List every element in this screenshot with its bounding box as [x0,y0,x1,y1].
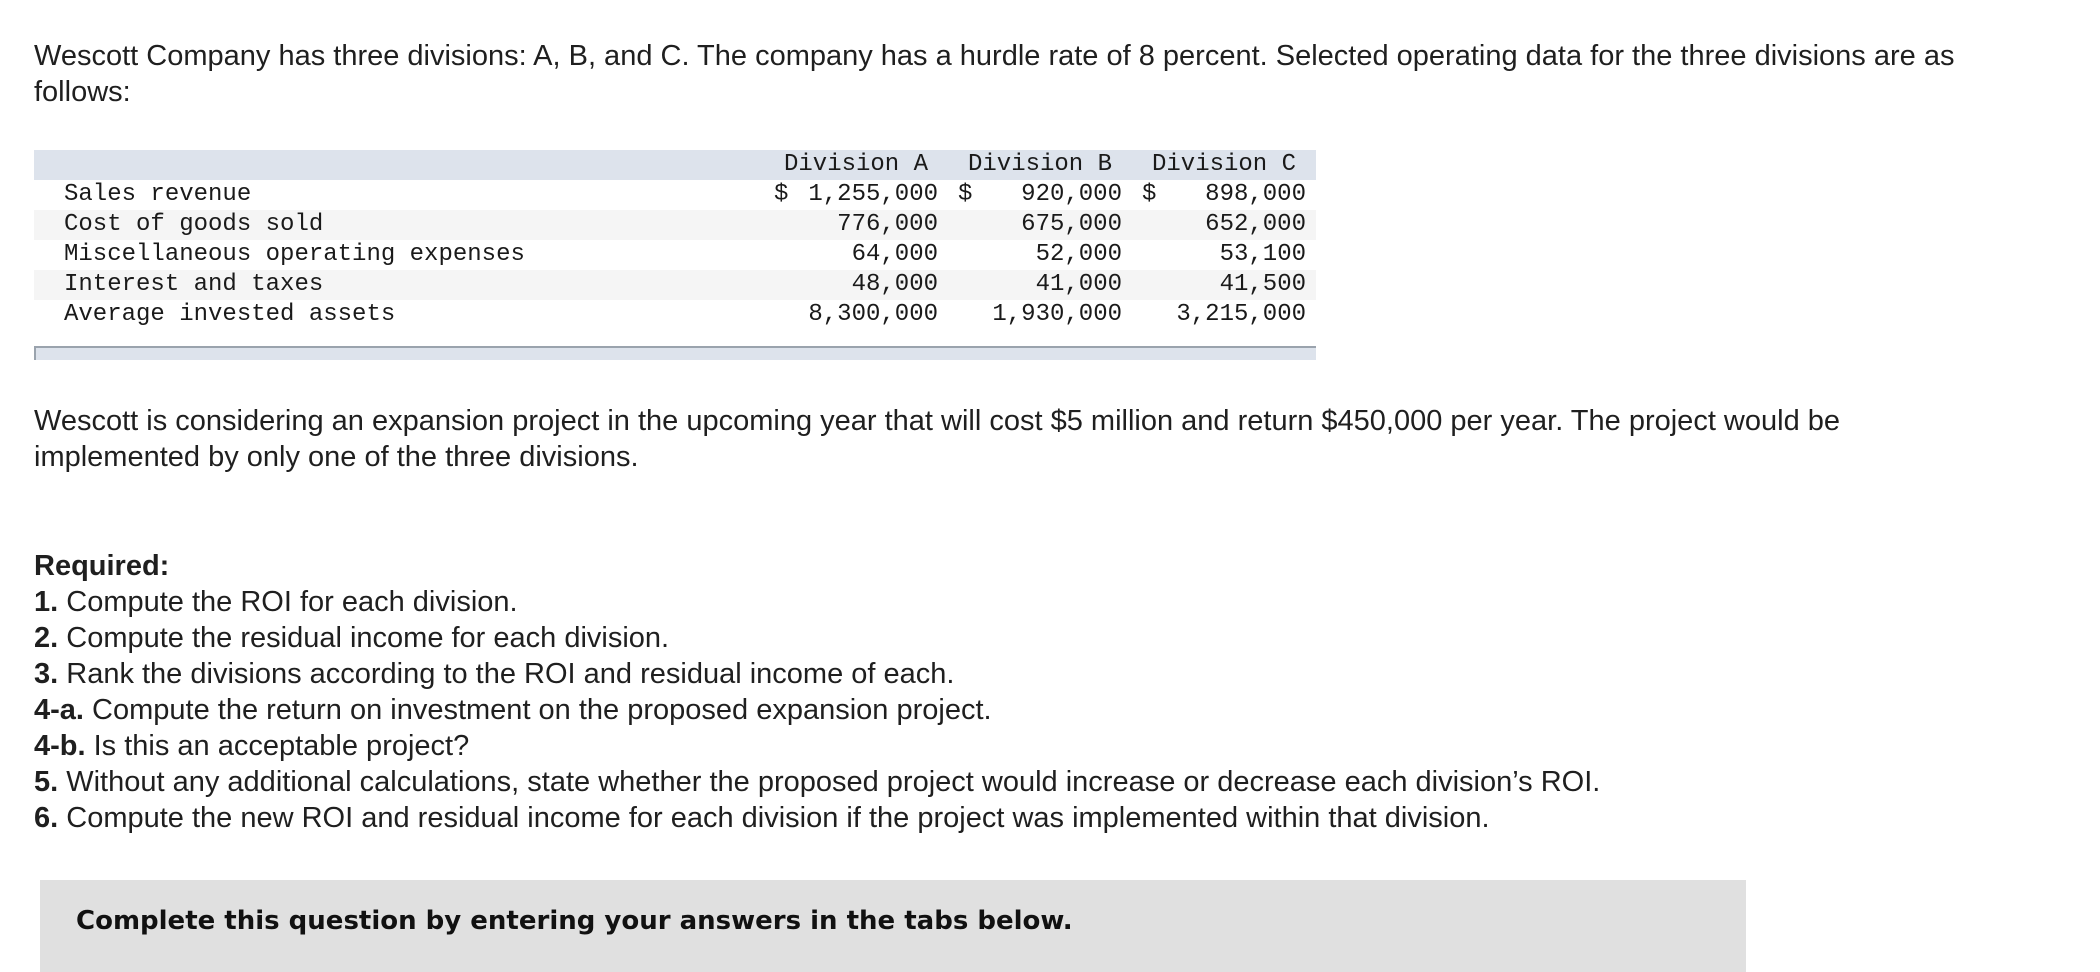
cell-value: 920,000 [1021,181,1122,208]
cell-division-a: 48,000 [851,271,938,298]
required-item-text: Without any additional calculations, state whether the proposed project would increase or decrease each division’s ROI. [58,766,1601,798]
cell-division-c [1132,180,1316,210]
table-row-average-invested-assets [34,300,1316,330]
table-header-division-a: Division A [783,151,929,178]
required-item-6 [34,800,1994,836]
table-header-division-c: Division C [1151,151,1297,178]
cell-division-c: 53,100 [1219,241,1306,268]
row-label: Average invested assets [64,301,396,328]
required-item-number: 1. [34,586,59,618]
cell-value: 898,000 [1205,181,1306,208]
project-paragraph: Wescott is considering an expansion project in the upcoming year that will cost $5 million and return $450,000 per year. The project would be implemented by only one of the three divisions. [34,405,1841,473]
row-label: Cost of goods sold [64,211,324,238]
cell-division-b: 1,930,000 [992,301,1122,328]
required-item-5 [34,764,1994,800]
cell-division-b: 675,000 [1021,211,1122,238]
cell-division-c: 3,215,000 [1176,301,1306,328]
table-row-interest-and-taxes [34,270,1316,300]
operating-data-table [34,150,1316,330]
row-label: Interest and taxes [64,271,324,298]
required-item-4b [34,728,1994,764]
table-header-row [34,150,1316,180]
required-item-2 [34,620,1994,656]
cell-division-a: 776,000 [837,211,938,238]
row-label: Sales revenue [64,181,252,208]
required-item-text: Compute the residual income for each division. [58,622,670,654]
instructions-banner [40,880,1746,972]
instructions-text: Complete this question by entering your answers in the tabs below. [76,906,1073,936]
required-item-4a [34,692,1994,728]
cell-division-a: 64,000 [851,241,938,268]
currency-symbol: $ [774,181,789,208]
table-header-blank [34,150,764,180]
table-row-sales-revenue [34,180,1316,210]
required-item-number: 6. [34,802,59,834]
table-row-cost-of-goods-sold [34,210,1316,240]
cell-division-a [764,180,948,210]
currency-symbol: $ [958,181,973,208]
required-item-text: Is this an acceptable project? [85,730,470,762]
cell-division-b: 52,000 [1035,241,1122,268]
operating-data-table-container [34,150,1316,360]
table-header-division-b: Division B [967,151,1113,178]
cell-division-c: 652,000 [1205,211,1306,238]
cell-division-a: 8,300,000 [808,301,938,328]
required-item-number: 4-a. [34,694,84,726]
cell-division-c: 41,500 [1219,271,1306,298]
required-item-text: Compute the ROI for each division. [58,586,518,618]
table-row-misc-operating-expenses [34,240,1316,270]
cell-division-b: 41,000 [1035,271,1122,298]
required-heading: Required: [34,550,170,582]
required-item-text: Compute the new ROI and residual income for each division if the project was implemented within that division. [58,802,1490,834]
required-item-1 [34,584,1994,620]
required-item-number: 4-b. [34,730,86,762]
required-item-3 [34,656,1994,692]
currency-symbol: $ [1142,181,1157,208]
required-item-text: Compute the return on investment on the proposed expansion project. [83,694,992,726]
table-bottom-rule [34,346,1316,360]
required-item-text: Rank the divisions according to the ROI and residual income of each. [58,658,955,690]
intro-paragraph: Wescott Company has three divisions: A, B, and C. The company has a hurdle rate of 8 percent. Selected operating data for the three divisions are as follows: [34,40,1955,108]
row-label: Miscellaneous operating expenses [64,241,525,268]
required-section [34,548,1994,836]
required-item-number: 5. [34,766,59,798]
cell-division-b [948,180,1132,210]
required-item-number: 3. [34,658,59,690]
cell-value: 1,255,000 [808,181,938,208]
required-item-number: 2. [34,622,59,654]
